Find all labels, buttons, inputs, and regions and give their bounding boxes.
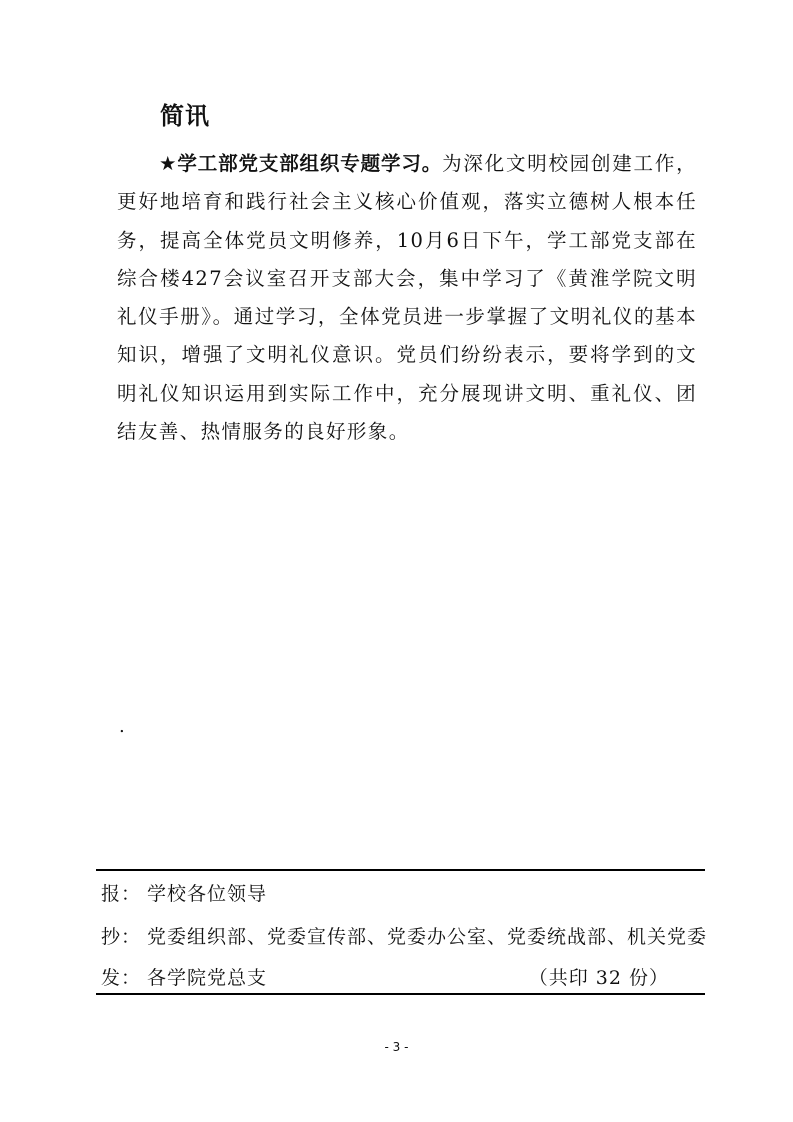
print-count: （共印 32 份） bbox=[528, 967, 669, 989]
section-title: 简讯 bbox=[160, 101, 210, 130]
copy-colon: ： bbox=[121, 926, 142, 948]
news-headline: ★学工部党支部组织专题学习。 bbox=[159, 152, 443, 175]
news-body: 为深化文明校园创建工作，更好地培育和践行社会主义核心价值观，落实立德树人根本任务，提高全体党员文明修养，10月6日下午，学工部党支部在综合楼427会议室召开支部大会，集中学习了《黄淮学院文明礼仪手册》。通过学习，全体党员进一步掌握了文明礼仪的基本知识，增强了文明礼仪意识。党员们纷纷表示，要将学到的文明礼仪知识运用到实际工作中，充分展现讲文明、重礼仪、团结友善、热情服务的良好形象。 bbox=[117, 152, 697, 444]
distribution-top-rule bbox=[96, 869, 705, 871]
send-value: 各学院党总支 bbox=[147, 967, 268, 989]
stray-mark: . bbox=[119, 716, 125, 737]
copy-value: 党委组织部、党委宣传部、党委办公室、党委统战部、机关党委 bbox=[147, 926, 708, 948]
copy-label: 抄 bbox=[101, 926, 122, 948]
distribution-bottom-rule bbox=[96, 993, 705, 995]
report-colon: ： bbox=[121, 883, 142, 905]
send-colon: ： bbox=[121, 967, 142, 989]
page-number: - 3 - bbox=[384, 1040, 409, 1054]
distribution-copy-row bbox=[101, 922, 708, 949]
distribution-report-row bbox=[101, 879, 701, 906]
send-label: 发 bbox=[101, 967, 122, 989]
distribution-send-row bbox=[101, 963, 701, 990]
news-item bbox=[117, 145, 697, 451]
report-label: 报 bbox=[101, 883, 122, 905]
report-value: 学校各位领导 bbox=[147, 883, 268, 905]
